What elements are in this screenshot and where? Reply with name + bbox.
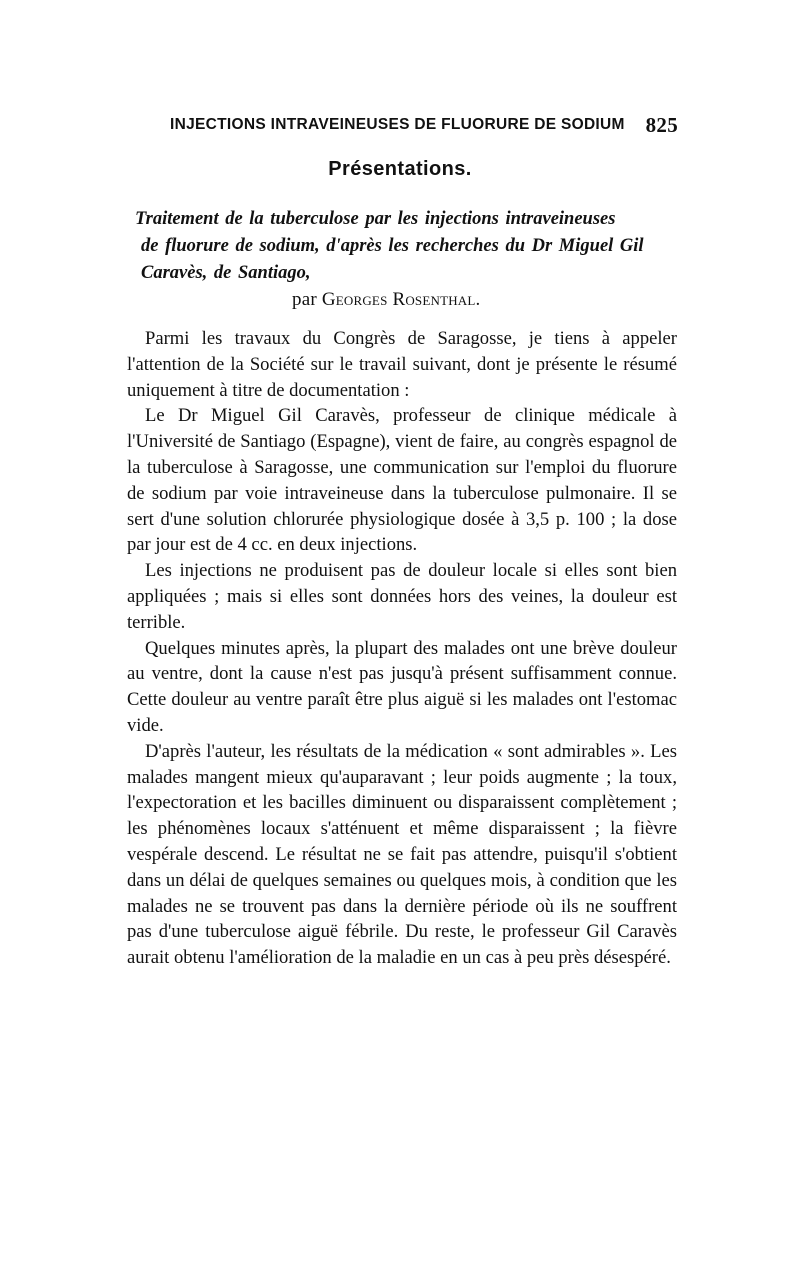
article-title-line-2: de fluorure de sodium, d'après les recherches du Dr Miguel Gil xyxy=(141,236,644,256)
author-prefix: par xyxy=(292,289,317,310)
paragraph-5: D'après l'auteur, les résultats de la médication « sont admirables ». Les malades mangent mieux qu'auparavant ; leur poids augmente ; la toux, l'expectoration et les bacilles diminuent ou disparaissent complètement ; les phénomènes locaux s'atténuent et même disparaissent ; la fièvre vespérale descend. Le résultat ne se fait pas attendre, puisqu'il s'obtient dans un délai de quelques semaines ou quelques mois, à condition que les malades ne se trouvent pas dans la dernière période où ils ne souffrent pas d'une tuberculose aiguë fébrile. Du reste, le professeur Gil Caravès aurait obtenu l'amélioration de la maladie en un cas à peu près désespéré. xyxy=(127,740,677,969)
article-title xyxy=(135,206,675,287)
running-header xyxy=(170,113,678,140)
paragraph-1: Parmi les travaux du Congrès de Saragosse, je tiens à appeler l'attention de la Société sur le travail suivant, dont je présente le résumé uniquement à titre de documentation : xyxy=(127,328,677,401)
body-text xyxy=(127,326,677,971)
section-title: Présentations. xyxy=(328,158,472,180)
paragraph-4: Quelques minutes après, la plupart des malades ont une brève douleur au ventre, dont la cause n'est pas jusqu'à présent suffisamment connue. Cette douleur au ventre paraît être plus aiguë si les malades ont l'estomac vide. xyxy=(127,637,677,736)
article-title-line-3: Caravès, de Santiago, xyxy=(141,263,311,283)
page-number: 825 xyxy=(645,113,678,137)
paragraph-2: Le Dr Miguel Gil Caravès, professeur de clinique médicale à l'Université de Santiago (Espagne), vient de faire, au congrès espagnol de la tuberculose à Saragosse, une communication sur l'emploi du fluorure de sodium par voie intraveineuse dans la tuberculose pulmonaire. Il se sert d'une solution chlorurée physiologique dosée à 3,5 p. 100 ; la dose par jour est de 4 cc. en deux injections. xyxy=(127,405,677,556)
paragraph-3: Les injections ne produisent pas de douleur locale si elles sont bien appliquées ; mais si elles sont données hors des veines, la douleur est terrible. xyxy=(127,560,677,633)
author-name: Georges Rosenthal. xyxy=(321,289,481,310)
running-title: INJECTIONS INTRAVEINEUSES DE FLUORURE DE SODIUM xyxy=(170,116,625,133)
author-line xyxy=(292,289,481,311)
article-title-line-1: Traitement de la tuberculose par les injections intraveineuses xyxy=(135,209,616,229)
